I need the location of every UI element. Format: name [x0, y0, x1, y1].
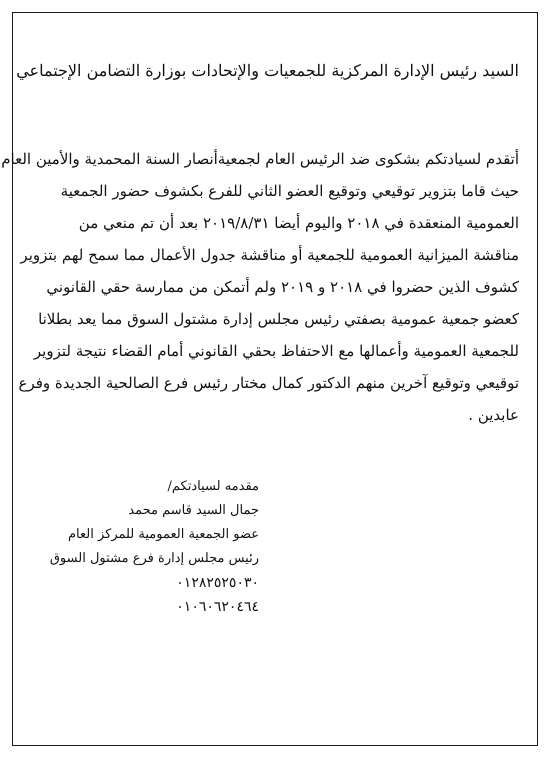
paragraph-line: حيث قاما بتزوير توقيعي وتوقيع العضو الثاني للفرع بكشوف حضور الجمعية: [60, 182, 519, 200]
paragraph-line: للجمعية العمومية وأعمالها مع الاحتفاظ بحقي القانوني أمام القضاء نتيجة لتزوير: [33, 342, 519, 360]
paragraph-line: كعضو جمعية عمومية بصفتي رئيس مجلس إدارة مشتول السوق مما يعد بطلانا: [38, 310, 519, 328]
complaint-paragraph: [1, 143, 519, 431]
paragraph-line: توقيعي وتوقيع آخرين منهم الدكتور كمال مختار رئيس فرع الصالحية الجديدة وفرع: [18, 374, 519, 392]
page-border: [1, 12, 538, 746]
signature-block: [19, 475, 259, 619]
paragraph-line: عابدين .: [468, 406, 519, 424]
signer-role: عضو الجمعية العمومية للمركز العام: [67, 527, 259, 542]
addressee-line: السيد رئيس الإدارة المركزية للجمعيات والإتحادات بوزارة التضامن الإجتماعي: [16, 61, 519, 80]
signature-intro: مقدمه لسيادتكم/: [167, 479, 259, 494]
paragraph-line: العمومية المنعقدة في ٢٠١٨ واليوم أيضا ٢٠١٩/٨/٣١ بعد أن تم منعي من: [78, 214, 519, 232]
signer-name: جمال السيد قاسم محمد: [128, 503, 259, 518]
paragraph-line: أتقدم لسيادتكم بشكوى ضد الرئيس العام لجمعيةأنصار السنة المحمدية والأمين العام: [1, 150, 519, 168]
phone-number: ٠١٠٦٠٦٢٠٤٦٤: [176, 599, 259, 615]
signer-role: رئيس مجلس إدارة فرع مشتول السوق: [49, 551, 259, 566]
phone-number: ٠١٢٨٢٥٢٥٠٣٠: [176, 575, 259, 591]
paragraph-line: مناقشة الميزانية العمومية للجمعية أو مناقشة جدول الأعمال مما سمح لهم بتزوير: [20, 246, 519, 264]
paragraph-line: كشوف الذين حضروا في ٢٠١٨ و ٢٠١٩ ولم أتمكن من ممارسة حقي القانوني: [46, 278, 519, 296]
